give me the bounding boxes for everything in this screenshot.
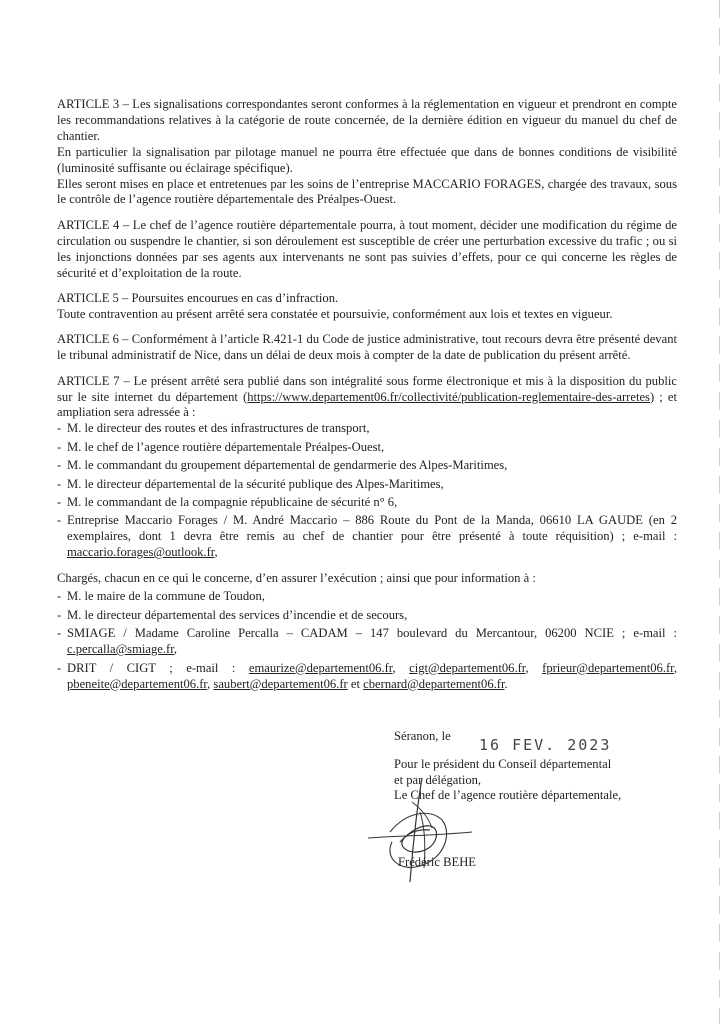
delegation-line: et par délégation, — [394, 772, 482, 787]
list-item: - M. le maire de la commune de Toudon, — [57, 589, 677, 605]
article-3-paragraph: En particulier la signalisation par pilotage manuel ne pourra être effectuée que dans de bonnes conditions de visibilité (luminosité suffisante ou éclairage spécifique). — [57, 144, 677, 175]
article-5 — [57, 291, 677, 323]
email-link[interactable]: emaurize@departement06.fr — [248, 660, 393, 675]
delegation-line: Le Chef de l’agence routière départementale, — [394, 788, 622, 802]
article-7-intro-text: ARTICLE 7 – Le présent arrêté sera publié dans son intégralité sous forme électronique et mis à la disposition du public sur le site internet du département ( — [57, 373, 677, 404]
article-3-paragraph: Elles seront mises en place et entretenues par les soins de l’entreprise MACCARIO FORAGES, chargée des travaux, sous le contrôle de l’agence routière départementale des Préalpes-Ouest. — [57, 176, 677, 207]
email-link[interactable]: c.percalla@smiage.fr — [67, 642, 174, 657]
list-item: - M. le commandant du groupement départemental de gendarmerie des Alpes-Maritimes, — [57, 458, 677, 474]
list-item: - M. le directeur départemental de la sécurité publique des Alpes-Maritimes, — [57, 477, 677, 493]
email-link[interactable]: cigt@departement06.fr — [409, 660, 526, 675]
email-link[interactable]: pbeneite@departement06.fr — [67, 676, 208, 691]
article-7 — [57, 374, 677, 561]
list-item: - M. le chef de l’agence routière départementale Préalpes-Ouest, — [57, 440, 677, 456]
charges-intro: Chargés, chacun en ce qui le concerne, d’en assurer l’exécution ; ainsi que pour information à : — [57, 571, 536, 586]
smiage-text: SMIAGE / Madame Caroline Percalla – CADAM – 147 boulevard du Mercantour, 06200 NCIE ; e-mail : — [67, 626, 677, 641]
entreprise-text: Entreprise Maccario Forages / M. André Maccario – 886 Route du Pont de la Manda, 06610 LA GAUDE (en 2 exemplaires, dont 1 devra être remis au chef de chantier pour être présenté à toute réquisition) ; e-mail : — [67, 513, 677, 544]
article-4-text: ARTICLE 4 – Le chef de l’agence routière départementale pourra, à tout moment, décider une modification du régime de circulation ou suspendre le chantier, si son déroulement est susceptible de créer une perturbation excessive du trafic ; ou si les injonctions données par ses agents aux intervenants ne sont pas suivies d’effets, pour ce qui concerne les règles de sécurité et d’exploitation de la route. — [57, 217, 677, 280]
recipients-list — [57, 421, 677, 561]
article-5-title: ARTICLE 5 – Poursuites encourues en cas d’infraction. — [57, 290, 339, 305]
place-date — [394, 729, 684, 757]
place-label: Séranon, le — [394, 729, 451, 743]
publication-url-link[interactable]: https://www.departement06.fr/collectivité/publication-reglementaire-des-arretes — [247, 389, 650, 404]
scan-edge-mark — [718, 0, 721, 1024]
article-7-outro-text: ) ; et ampliation sera adressée à : — [57, 389, 677, 420]
punctuation: . — [504, 676, 508, 691]
email-link[interactable]: saubert@departement06.fr — [213, 676, 348, 691]
article-3 — [57, 97, 677, 208]
list-item: - M. le commandant de la compagnie républicaine de sécurité n° 6, — [57, 495, 677, 511]
email-link[interactable]: maccario.forages@outlook.fr — [67, 545, 215, 560]
list-item-smiage — [57, 626, 677, 658]
date-stamp: 16 FEV. 2023 — [479, 736, 612, 754]
article-6-text: ARTICLE 6 – Conformément à l’article R.421-1 du Code de justice administrative, tout recours devra être présenté devant le tribunal administratif de Nice, dans un délai de deux mois à compter de la date de publication du présent arrêté. — [57, 332, 677, 363]
conjunction: et — [347, 676, 364, 691]
list-item-entreprise — [57, 513, 677, 561]
article-3-paragraph: ARTICLE 3 – Les signalisations correspondantes seront conformes à la réglementation en vigueur et prendront en compte les recommandations relatives à la catégorie de route concernée, de la dernière édition en vigueur du manuel du chef de chantier. — [57, 97, 677, 143]
punctuation: , — [173, 642, 178, 657]
article-5-text: Toute contravention au présent arrêté sera constatée et poursuivie, conformément aux lois et textes en vigueur. — [57, 306, 613, 321]
handwritten-signature — [360, 772, 480, 892]
signer-name: Frédéric BEHE — [398, 855, 476, 869]
article-6 — [57, 332, 677, 364]
drit-text: DRIT / CIGT ; e-mail : — [67, 660, 249, 675]
article-4 — [57, 218, 677, 282]
punctuation: , — [214, 545, 218, 560]
delegation-line: Pour le président du Conseil départemental — [394, 757, 612, 771]
charges-list — [57, 589, 677, 692]
email-link[interactable]: fprieur@departement06.fr — [542, 660, 674, 675]
list-item-drit: - DRIT / CIGT ; e-mail : emaurize@departement06.fr, cigt@departement06.fr, fprieur@departement06.fr, pbeneite@departement06.fr, saubert@departement06.fr et cbernard@departement06.fr. — [57, 661, 677, 693]
list-item: - M. le directeur départemental des services d’incendie et de secours, — [57, 608, 677, 624]
document-body — [57, 97, 677, 695]
email-link[interactable]: cbernard@departement06.fr — [363, 676, 505, 691]
article-7-intro — [57, 374, 677, 422]
list-item: - M. le directeur des routes et des infrastructures de transport, — [57, 421, 677, 437]
